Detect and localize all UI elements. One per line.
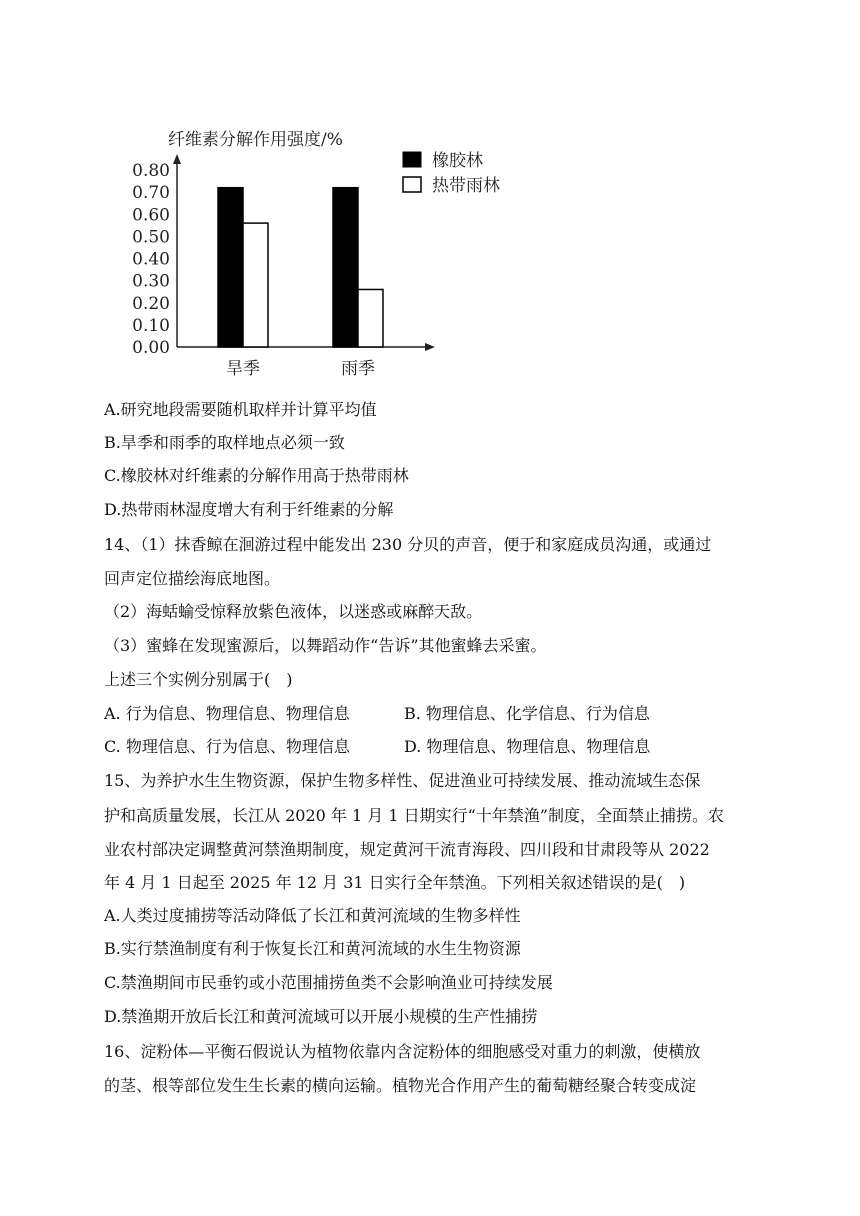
legend-label-rainforest: 热带雨林 <box>432 176 500 196</box>
q14-option-b: B. 物理信息、化学信息、行为信息 <box>404 704 650 723</box>
x-axis-categories <box>226 359 375 379</box>
q15-option-c: C.禁渔期间市民垂钓或小范围捕捞鱼类不会影响渔业可持续发展 <box>104 973 553 992</box>
y-axis-ticks <box>132 161 170 358</box>
q13-option-d: D.热带雨林湿度增大有利于纤维素的分解 <box>104 500 394 519</box>
y-tick-label: 0.80 <box>132 161 170 181</box>
y-tick-label: 0.60 <box>132 205 170 226</box>
bar-旱季-橡胶林 <box>218 188 243 347</box>
y-tick-label: 0.40 <box>132 249 170 270</box>
bar-旱季-热带雨林 <box>243 223 268 347</box>
q13-option-c: C.橡胶林对纤维素的分解作用高于热带雨林 <box>104 466 409 485</box>
q13-option-b: B.旱季和雨季的取样地点必须一致 <box>104 433 345 452</box>
q15-option-a: A.人类过度捕捞等活动降低了长江和黄河流域的生物多样性 <box>104 906 521 925</box>
q14-item-3: （3）蜜蜂在发现蜜源后，以舞蹈动作“告诉”其他蜜蜂去采蜜。 <box>104 636 547 655</box>
q15-option-b: B.实行禁渔制度有利于恢复长江和黄河流域的水生生物资源 <box>104 939 521 958</box>
y-tick-label: 0.30 <box>132 271 170 292</box>
q14-option-c: C. 物理信息、行为信息、物理信息 <box>104 737 350 756</box>
q14-item-2: （2）海蛞蝓受惊释放紫色液体，以迷惑或麻醉天敌。 <box>104 602 483 621</box>
x-category-label: 雨季 <box>341 359 375 379</box>
q16-stem-line2: 的茎、根等部位发生生长素的横向运输。植物光合作用产生的葡萄糖经聚合转变成淀 <box>104 1076 697 1095</box>
q14-stem-line1: 14、（1）抹香鲸在洄游过程中能发出 230 分贝的声音，便于和家庭成员沟通，或通过 <box>104 535 712 554</box>
y-tick-label: 0.10 <box>132 315 170 336</box>
legend <box>403 151 500 196</box>
q16-stem-line1: 16、淀粉体—平衡石假说认为植物依靠内含淀粉体的细胞感受对重力的刺激，使横放 <box>104 1042 701 1061</box>
q14-option-a: A. 行为信息、物理信息、物理信息 <box>104 704 350 723</box>
bar-雨季-橡胶林 <box>333 188 358 347</box>
q15-stem-line3: 业农村部决定调整黄河禁渔期制度，规定黄河干流青海段、四川段和甘肃段等从 2022 <box>104 840 710 859</box>
chart-title: 纤维素分解作用强度/% <box>168 130 343 150</box>
x-category-label: 旱季 <box>226 359 260 379</box>
bars-group <box>218 188 383 347</box>
y-tick-label: 0.20 <box>132 293 170 314</box>
y-tick-label: 0.50 <box>132 227 170 248</box>
q15-stem-line2: 护和高质量发展，长江从 2020 年 1 月 1 日期实行“十年禁渔”制度，全面禁止捕捞。农 <box>104 806 724 825</box>
q15-option-d: D.禁渔期开放后长江和黄河流域可以开展小规模的生产性捕捞 <box>104 1007 538 1026</box>
q13-option-a: A.研究地段需要随机取样并计算平均值 <box>104 400 377 419</box>
cellulose-decomposition-bar-chart <box>120 118 520 383</box>
y-tick-label: 0.70 <box>132 183 170 204</box>
q15-stem-line1: 15、为养护水生生物资源，保护生物多样性、促进渔业可持续发展、推动流域生态保 <box>104 771 701 790</box>
q14-stem-line2: 回声定位描绘海底地图。 <box>104 569 281 588</box>
bar-雨季-热带雨林 <box>358 289 383 347</box>
y-axis-arrow <box>173 154 181 164</box>
y-tick-label: 0.00 <box>132 338 170 358</box>
legend-swatch-rubber <box>403 152 421 167</box>
q15-stem-line4: 年 4 月 1 日起至 2025 年 12 月 31 日实行全年禁渔。下列相关叙述错误的是( ) <box>104 873 686 892</box>
x-axis-arrow <box>425 343 435 351</box>
legend-swatch-rainforest <box>403 177 421 192</box>
q14-question: 上述三个实例分别属于( ) <box>104 670 293 689</box>
legend-label-rubber: 橡胶林 <box>432 151 483 171</box>
q14-option-d: D. 物理信息、物理信息、物理信息 <box>404 737 651 756</box>
